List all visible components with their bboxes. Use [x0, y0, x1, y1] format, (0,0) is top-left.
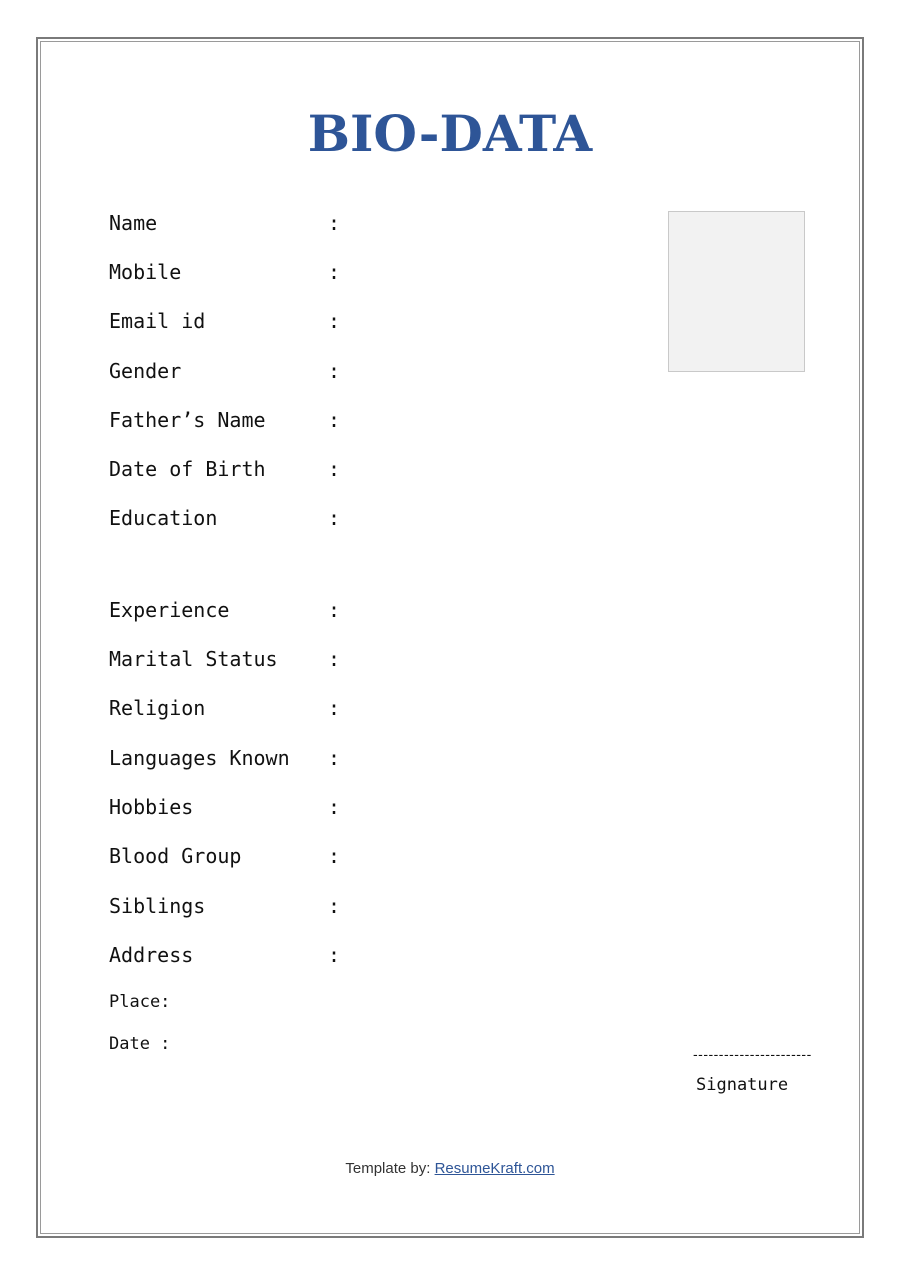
field-label: Date of Birth [109, 457, 266, 481]
field-label: Experience [109, 598, 230, 622]
field-label: Father’s Name [109, 408, 266, 432]
field-colon: : [328, 795, 341, 819]
photo-placeholder [668, 211, 805, 372]
template-credit-prefix: Template by: [345, 1160, 435, 1177]
resumekraft-link[interactable]: ResumeKraft.com [434, 1160, 555, 1177]
field-label: Hobbies [109, 795, 194, 819]
date-field: Date : [109, 1034, 171, 1054]
field-colon: : [328, 309, 341, 333]
field-label: Name [109, 211, 158, 235]
field-colon: : [328, 894, 341, 918]
signature-line: ----------------------- [693, 1046, 812, 1062]
field-colon: : [328, 506, 341, 530]
field-colon: : [328, 359, 341, 383]
field-colon: : [328, 746, 341, 770]
field-label: Siblings [109, 894, 206, 918]
field-label: Mobile [109, 260, 182, 284]
field-label: Blood Group [109, 844, 242, 868]
field-label: Education [109, 506, 218, 530]
field-label: Gender [109, 359, 182, 383]
page-title: BIO-DATA [307, 104, 593, 163]
field-colon: : [328, 598, 341, 622]
field-label: Email id [109, 309, 206, 333]
field-colon: : [328, 647, 341, 671]
field-colon: : [328, 457, 341, 481]
field-colon: : [328, 844, 341, 868]
field-label: Languages Known [109, 746, 290, 770]
signature-label: Signature [696, 1075, 789, 1095]
template-credit [0, 1160, 900, 1177]
field-colon: : [328, 408, 341, 432]
field-label: Religion [109, 696, 206, 720]
field-label: Address [109, 943, 194, 967]
field-colon: : [328, 260, 341, 284]
field-colon: : [328, 943, 341, 967]
place-field: Place: [109, 992, 171, 1012]
field-colon: : [328, 696, 341, 720]
field-label: Marital Status [109, 647, 278, 671]
field-colon: : [328, 211, 341, 235]
